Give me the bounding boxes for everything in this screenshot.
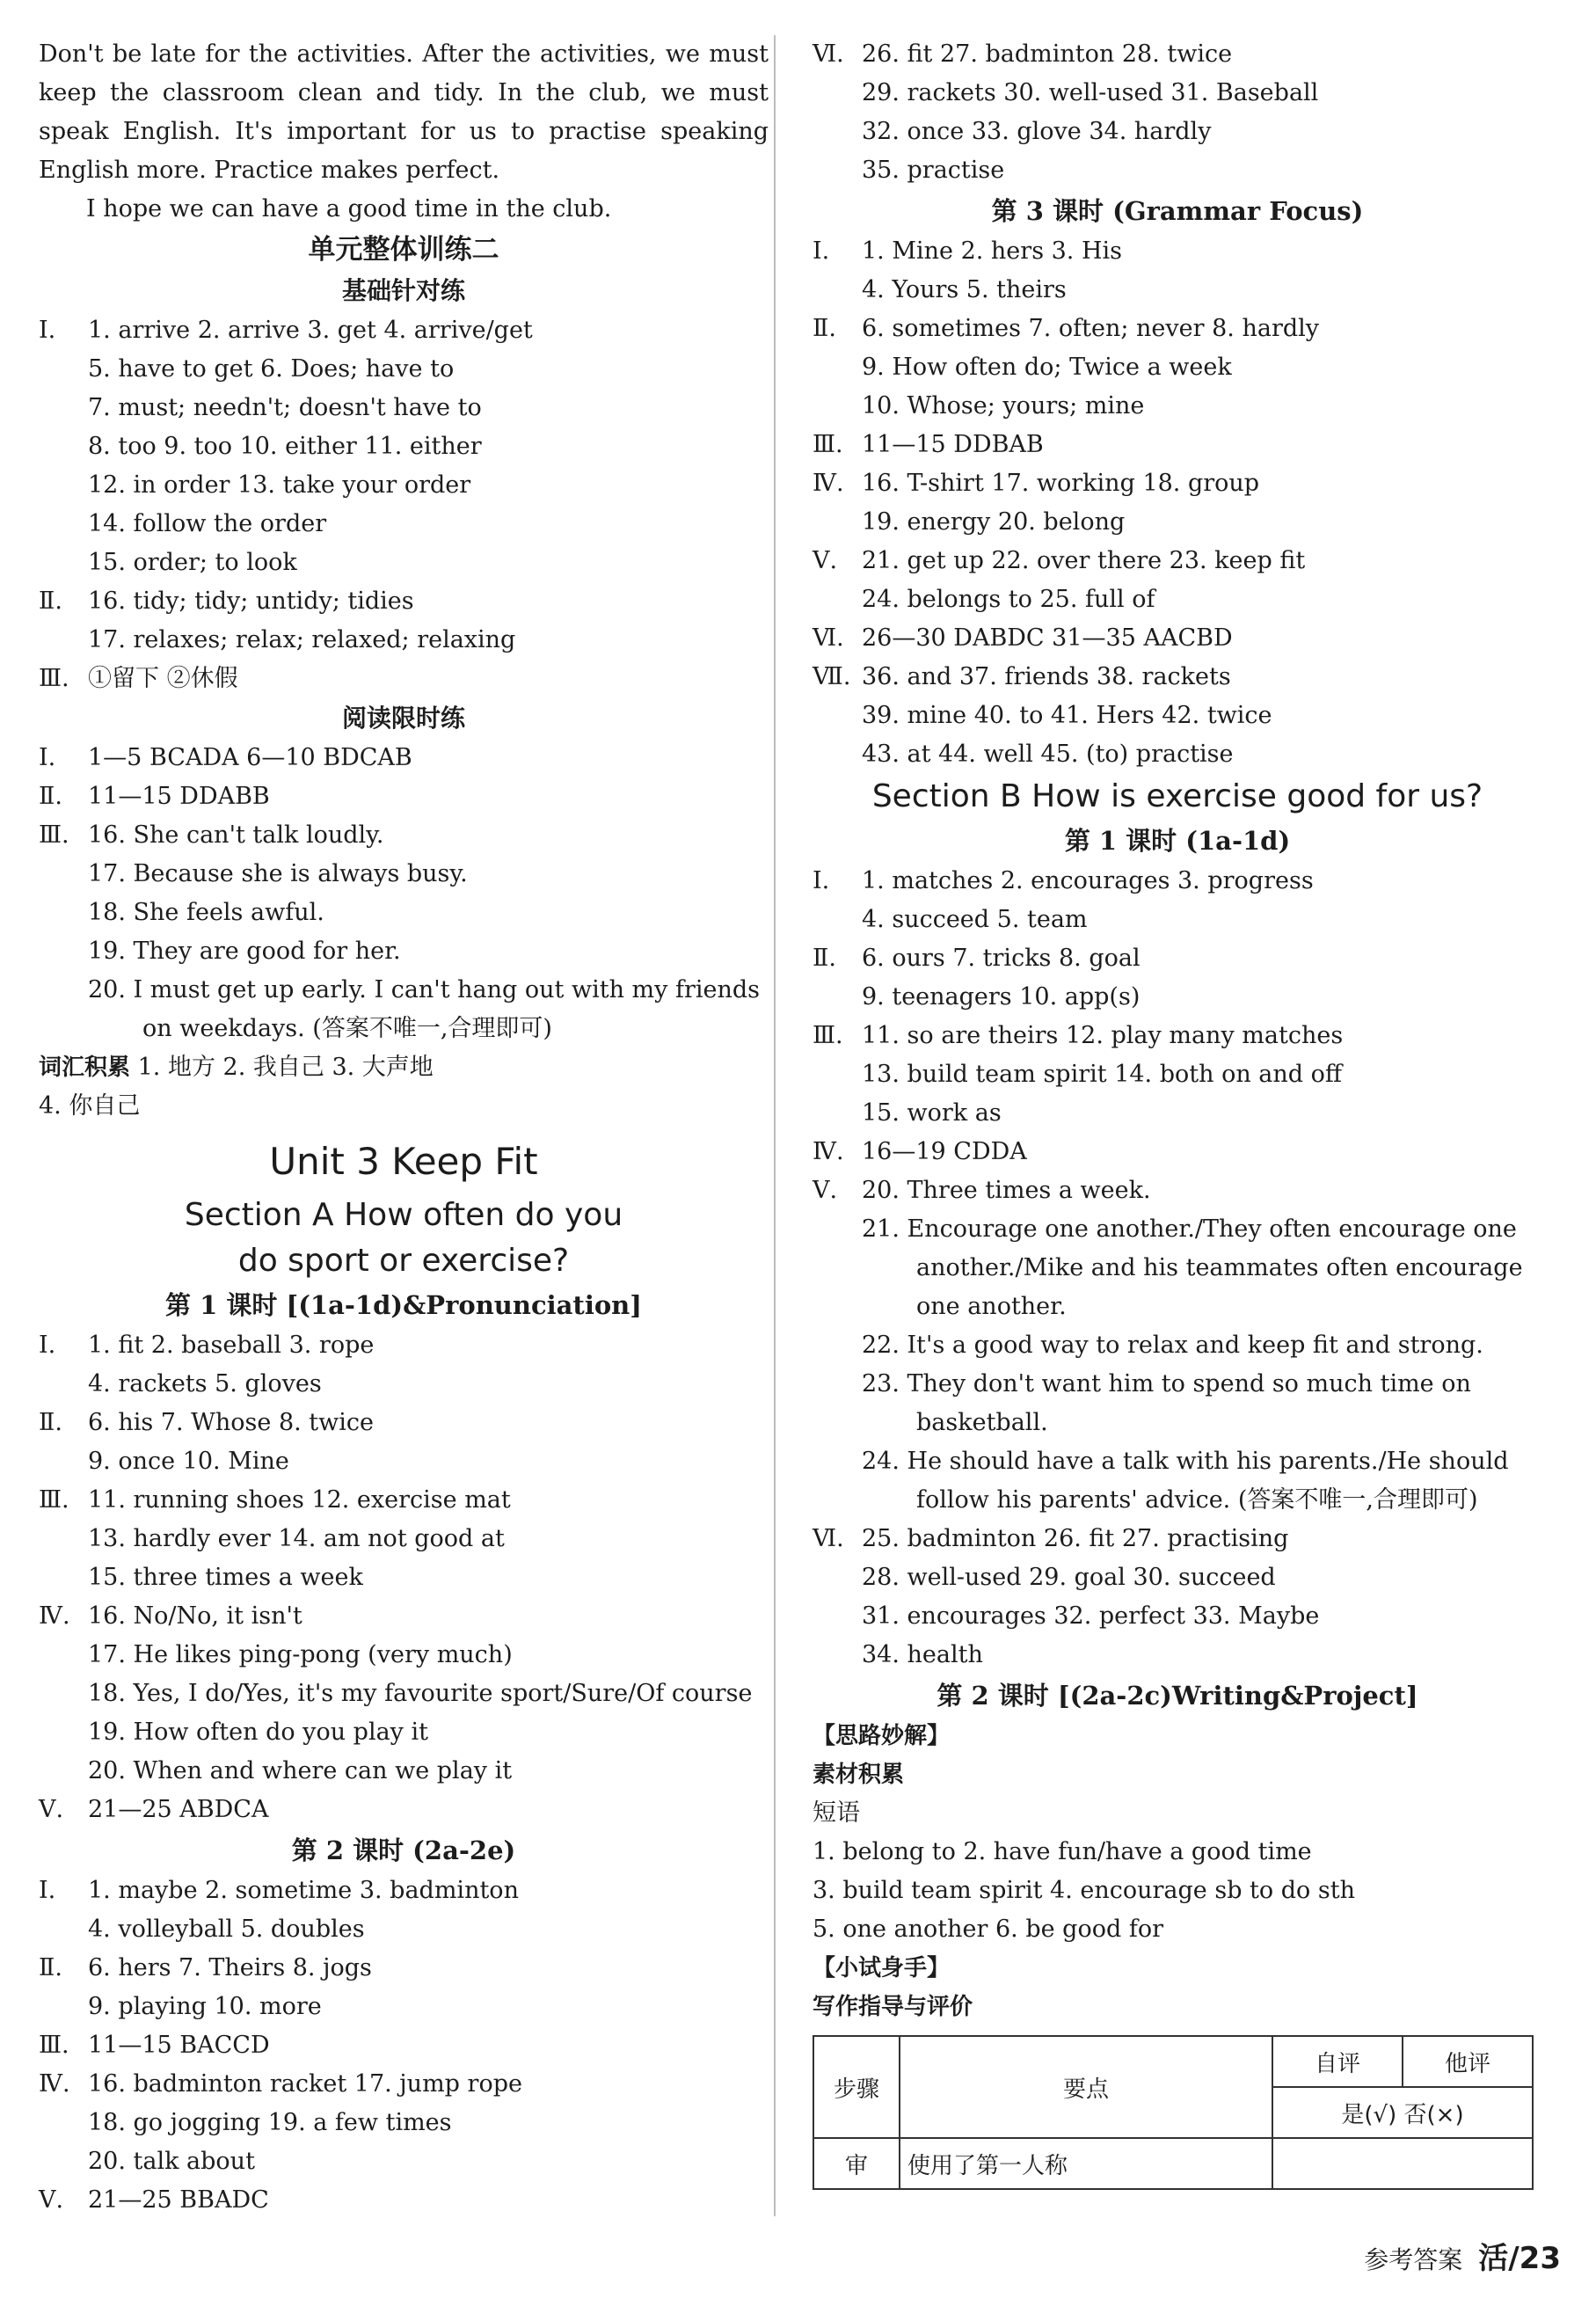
answer-line: 19. How often do you play it bbox=[88, 1719, 429, 1746]
roman-numeral: Ⅲ. bbox=[813, 1022, 843, 1049]
answer-line: 10. Whose; yours; mine bbox=[862, 392, 1145, 420]
roman-numeral: Ⅲ. bbox=[39, 2032, 69, 2059]
roman-numeral: Ⅵ. bbox=[813, 624, 844, 652]
left-column bbox=[39, 35, 769, 2220]
answer-line: 15. order; to look bbox=[88, 549, 297, 576]
answer-line bbox=[813, 35, 1542, 74]
answer-text: 16. She can't talk loudly. bbox=[88, 821, 384, 849]
answer-line bbox=[813, 310, 1542, 348]
answer-text: 1. arrive 2. arrive 3. get 4. arrive/get bbox=[88, 317, 533, 344]
answer-text: 21. get up 22. over there 23. keep fit bbox=[862, 547, 1306, 574]
intro-closing bbox=[39, 190, 769, 229]
lesson3-answers bbox=[813, 232, 1542, 774]
header-points: 要点 bbox=[900, 2036, 1272, 2138]
answer-line: 28. well-used 29. goal 30. succeed bbox=[862, 1564, 1276, 1591]
roman-numeral: Ⅱ. bbox=[39, 1409, 62, 1436]
answer-line: 9. How often do; Twice a week bbox=[862, 354, 1232, 381]
vocab-line bbox=[39, 1048, 769, 1087]
answer-line: 35. practise bbox=[862, 157, 1005, 184]
answer-text: 1—5 BCADA 6—10 BDCAB bbox=[88, 744, 412, 771]
answer-line bbox=[39, 2065, 769, 2104]
answer-line bbox=[39, 2026, 769, 2065]
answer-line bbox=[813, 1017, 1542, 1055]
answer-line bbox=[39, 1326, 769, 1365]
answer-line bbox=[813, 1520, 1542, 1558]
vocab-text: 1. 地方 2. 我自己 3. 大声地 bbox=[137, 1054, 434, 1081]
answer-line bbox=[39, 1949, 769, 1988]
section-a-title-line2: do sport or exercise? bbox=[237, 1243, 570, 1279]
roman-numeral: Ⅰ. bbox=[39, 744, 56, 771]
answer-line: 31. encourages 32. perfect 33. Maybe bbox=[862, 1602, 1320, 1630]
roman-numeral: Ⅶ. bbox=[813, 663, 851, 690]
footer-label: 参考答案 bbox=[1364, 2245, 1463, 2274]
answer-text: 11—15 BACCD bbox=[88, 2032, 270, 2059]
roman-numeral: Ⅱ. bbox=[813, 945, 836, 972]
answer-line: 23. They don't want him to spend so much time on basketball. bbox=[862, 1370, 1471, 1436]
roman-numeral: Ⅲ. bbox=[39, 821, 69, 849]
answer-text: 11—15 DDABB bbox=[88, 783, 270, 810]
unit-title: Unit 3 Keep Fit bbox=[269, 1140, 538, 1183]
intro-paragraph: Don't be late for the activities. After the activities, we must keep the classroom clean and tidy. In the club, we must speak English. It's important for us to practise speaking English more. Practice makes perfect. bbox=[39, 40, 769, 184]
phrase-line: 5. one another 6. be good for bbox=[813, 1916, 1164, 1943]
answer-line: 19. They are good for her. bbox=[88, 938, 401, 965]
answer-line: 21. Encourage one another./They often encourage one another./Mike and his teammates often encourage one another. bbox=[862, 1215, 1523, 1320]
lesson3-title: 第 3 课时 (Grammar Focus) bbox=[991, 196, 1364, 226]
answer-text: 6. sometimes 7. often; never 8. hardly bbox=[862, 315, 1320, 342]
answer-line bbox=[39, 1404, 769, 1442]
answer-line: 20. talk about bbox=[88, 2148, 255, 2175]
answer-line: 19. energy 20. belong bbox=[862, 508, 1126, 536]
section-b-lesson2-title: 第 2 课时 [(2a-2c)Writing&Project] bbox=[936, 1681, 1418, 1711]
answer-line bbox=[39, 739, 769, 777]
answer-line: 8. too 9. too 10. either 11. either bbox=[88, 433, 482, 460]
answer-line: 4. rackets 5. gloves bbox=[88, 1370, 322, 1397]
answer-line bbox=[39, 582, 769, 621]
roman-numeral: Ⅳ. bbox=[39, 2070, 70, 2098]
row-point: 使用了第一人称 bbox=[900, 2138, 1272, 2189]
answer-line: 22. It's a good way to relax and keep fit and strong. bbox=[862, 1332, 1483, 1359]
answer-line: 13. build team spirit 14. both on and off bbox=[862, 1061, 1343, 1088]
roman-numeral: Ⅱ. bbox=[39, 783, 62, 810]
page-number: 活/23 bbox=[1478, 2241, 1561, 2276]
answer-text: 1. Mine 2. hers 3. His bbox=[862, 237, 1123, 265]
header-yes-no: 是(√) 否(×) bbox=[1272, 2087, 1533, 2138]
answer-line: 17. relaxes; relax; relaxed; relaxing bbox=[88, 626, 516, 653]
roman-numeral: Ⅰ. bbox=[39, 317, 56, 344]
writing-evaluation-table bbox=[813, 2035, 1534, 2190]
try-tag: 【小试身手】 bbox=[813, 1955, 951, 1981]
answer-line bbox=[813, 232, 1542, 271]
roman-numeral: Ⅴ. bbox=[813, 1177, 838, 1204]
answer-line: 9. teenagers 10. app(s) bbox=[862, 983, 1141, 1011]
answer-text: 1. matches 2. encourages 3. progress bbox=[862, 867, 1314, 894]
answer-line: 5. have to get 6. Does; have to bbox=[88, 355, 455, 383]
answer-text: 26—30 DABDC 31—35 AACBD bbox=[862, 624, 1233, 652]
writing-guide-tag: 写作指导与评价 bbox=[813, 1994, 973, 2020]
answer-line bbox=[813, 426, 1542, 464]
roman-numeral: Ⅴ. bbox=[813, 547, 838, 574]
answer-line bbox=[813, 862, 1542, 901]
intro-closing-text: I hope we can have a good time in the club. bbox=[86, 195, 612, 223]
answer-line: 17. Because she is always busy. bbox=[88, 860, 468, 887]
answer-line: 7. must; needn't; doesn't have to bbox=[88, 394, 482, 421]
answer-text: ①留下 ②休假 bbox=[88, 665, 238, 692]
roman-numeral: Ⅳ. bbox=[813, 1138, 844, 1165]
answer-line: 9. once 10. Mine bbox=[88, 1448, 289, 1475]
answer-line: 9. playing 10. more bbox=[88, 1993, 322, 2020]
unit-review-title: 单元整体训练二 bbox=[308, 234, 499, 266]
header-self-eval: 自评 bbox=[1272, 2036, 1403, 2087]
basic-practice-title: 基础针对练 bbox=[341, 276, 465, 305]
answer-text: 16. tidy; tidy; untidy; tidies bbox=[88, 587, 414, 615]
answer-text: 11. so are theirs 12. play many matches bbox=[862, 1022, 1344, 1049]
answer-text: 11—15 DDBAB bbox=[862, 431, 1044, 458]
roman-numeral: Ⅳ. bbox=[39, 1602, 70, 1630]
answer-line: 4. succeed 5. team bbox=[862, 906, 1088, 933]
answer-text: 20. Three times a week. bbox=[862, 1177, 1151, 1204]
roman-numeral: Ⅱ. bbox=[813, 315, 836, 342]
section-b-title: Section B How is exercise good for us? bbox=[871, 778, 1483, 814]
header-step: 步骤 bbox=[813, 2036, 900, 2138]
answer-line: 12. in order 13. take your order bbox=[88, 471, 471, 499]
answer-line: 24. He should have a talk with his parents./He should follow his parents' advice. (答案不唯一,合理即可) bbox=[862, 1448, 1509, 1514]
answer-text: 1. maybe 2. sometime 3. badminton bbox=[88, 1877, 519, 1904]
roman-numeral: Ⅲ. bbox=[39, 1486, 69, 1514]
phrase-line: 3. build team spirit 4. encourage sb to do sth bbox=[813, 1877, 1355, 1904]
answer-line: 32. once 33. glove 34. hardly bbox=[862, 118, 1212, 145]
answer-line: 15. work as bbox=[862, 1099, 1002, 1127]
answer-line: 17. He likes ping-pong (very much) bbox=[88, 1641, 513, 1668]
answer-line bbox=[813, 1133, 1542, 1171]
page-footer bbox=[1364, 2234, 1561, 2277]
roman-numeral: Ⅵ. bbox=[813, 40, 844, 68]
answer-line: 24. belongs to 25. full of bbox=[862, 586, 1155, 613]
lesson2-answers bbox=[39, 1872, 769, 2220]
answer-text: 6. his 7. Whose 8. twice bbox=[88, 1409, 375, 1436]
answer-text: 25. badminton 26. fit 27. practising bbox=[862, 1525, 1289, 1552]
answer-line bbox=[813, 1171, 1542, 1210]
answer-text: 26. fit 27. badminton 28. twice bbox=[862, 40, 1233, 68]
answer-line bbox=[39, 816, 769, 855]
roman-numeral: Ⅱ. bbox=[39, 587, 62, 615]
phrase-label: 短语 bbox=[813, 1799, 860, 1827]
answer-text: 16—19 CDDA bbox=[862, 1138, 1027, 1165]
answer-line bbox=[39, 660, 769, 698]
vocab-label: 词汇积累 bbox=[39, 1054, 131, 1081]
answer-text: 21—25 ABDCA bbox=[88, 1796, 269, 1823]
basic-practice-answers bbox=[39, 311, 769, 698]
header-peer-eval: 他评 bbox=[1403, 2036, 1533, 2087]
column-divider bbox=[774, 35, 776, 2216]
answer-line bbox=[39, 1481, 769, 1520]
answer-text: 6. ours 7. tricks 8. goal bbox=[862, 945, 1141, 972]
answer-line bbox=[813, 619, 1542, 658]
answer-line: 18. She feels awful. bbox=[88, 899, 324, 926]
roman-numeral: Ⅰ. bbox=[813, 237, 830, 265]
answer-text: 6. hers 7. Theirs 8. jogs bbox=[88, 1954, 372, 1981]
lesson1-title: 第 1 课时 [(1a-1d)&Pronunciation] bbox=[165, 1290, 642, 1320]
answer-line bbox=[813, 464, 1542, 503]
roman-numeral: Ⅱ. bbox=[39, 1954, 62, 1981]
answer-line bbox=[39, 1791, 769, 1829]
answer-line: 4. volleyball 5. doubles bbox=[88, 1916, 365, 1943]
vocab-line-2: 4. 你自己 bbox=[39, 1092, 141, 1120]
answer-line: 18. go jogging 19. a few times bbox=[88, 2109, 452, 2136]
answer-line bbox=[39, 1597, 769, 1636]
row-eval-cell bbox=[1272, 2138, 1533, 2189]
lesson1-answers bbox=[39, 1326, 769, 1829]
roman-numeral: Ⅰ. bbox=[813, 867, 830, 894]
answer-line bbox=[39, 311, 769, 350]
answer-text: 16. No/No, it isn't bbox=[88, 1602, 302, 1630]
answer-text: 11. running shoes 12. exercise mat bbox=[88, 1486, 511, 1514]
answer-line: 39. mine 40. to 41. Hers 42. twice bbox=[862, 702, 1272, 729]
roman-numeral: Ⅲ. bbox=[813, 431, 843, 458]
answer-line: 14. follow the order bbox=[88, 510, 327, 537]
idea-tag: 【思路妙解】 bbox=[813, 1723, 951, 1749]
answer-line: 20. I must get up early. I can't hang out with my friends on weekdays. (答案不唯一,合理即可) bbox=[88, 976, 761, 1042]
answer-text: 36. and 37. friends 38. rackets bbox=[862, 663, 1231, 690]
roman-numeral: Ⅰ. bbox=[39, 1877, 56, 1904]
roman-numeral: Ⅳ. bbox=[813, 470, 844, 497]
answer-line: 34. health bbox=[862, 1641, 983, 1668]
answer-line bbox=[813, 542, 1542, 580]
roman-numeral: Ⅴ. bbox=[39, 2186, 64, 2214]
section-a-title-line1: Section A How often do you bbox=[184, 1197, 623, 1233]
answer-text: 21—25 BBADC bbox=[88, 2186, 269, 2214]
section-b-lesson1-title: 第 1 课时 (1a-1d) bbox=[1064, 826, 1291, 856]
answer-line bbox=[813, 939, 1542, 978]
roman-numeral: Ⅵ. bbox=[813, 1525, 844, 1552]
answer-line: 43. at 44. well 45. (to) practise bbox=[862, 741, 1234, 768]
answer-line: 18. Yes, I do/Yes, it's my favourite sport/Sure/Of course bbox=[88, 1680, 753, 1707]
answer-line: 4. Yours 5. theirs bbox=[862, 276, 1067, 303]
reading-practice-answers bbox=[39, 739, 769, 1048]
answer-line: 20. When and where can we play it bbox=[88, 1757, 513, 1784]
answer-line bbox=[39, 1872, 769, 1910]
material-tag: 素材积累 bbox=[813, 1762, 905, 1788]
row-step: 审 bbox=[813, 2138, 900, 2189]
section-b-lesson1-answers bbox=[813, 862, 1542, 1675]
answer-text: 1. fit 2. baseball 3. rope bbox=[88, 1332, 375, 1359]
answer-line bbox=[39, 2181, 769, 2220]
roman-numeral: Ⅰ. bbox=[39, 1332, 56, 1359]
roman-numeral: Ⅴ. bbox=[39, 1796, 64, 1823]
answer-line: 29. rackets 30. well-used 31. Baseball bbox=[862, 79, 1319, 106]
answer-line: 13. hardly ever 14. am not good at bbox=[88, 1525, 505, 1552]
lesson2-title: 第 2 课时 (2a-2e) bbox=[291, 1835, 516, 1865]
answer-line: 15. three times a week bbox=[88, 1564, 363, 1591]
answer-line bbox=[39, 777, 769, 816]
answer-text: 16. T-shirt 17. working 18. group bbox=[862, 470, 1260, 497]
lesson2-continued-answers bbox=[813, 35, 1542, 190]
roman-numeral: Ⅲ. bbox=[39, 665, 69, 692]
reading-practice-title: 阅读限时练 bbox=[341, 704, 465, 733]
right-column bbox=[813, 35, 1542, 2190]
phrase-line: 1. belong to 2. have fun/have a good time bbox=[813, 1838, 1312, 1865]
answer-line bbox=[813, 658, 1542, 697]
answer-text: 16. badminton racket 17. jump rope bbox=[88, 2070, 522, 2098]
